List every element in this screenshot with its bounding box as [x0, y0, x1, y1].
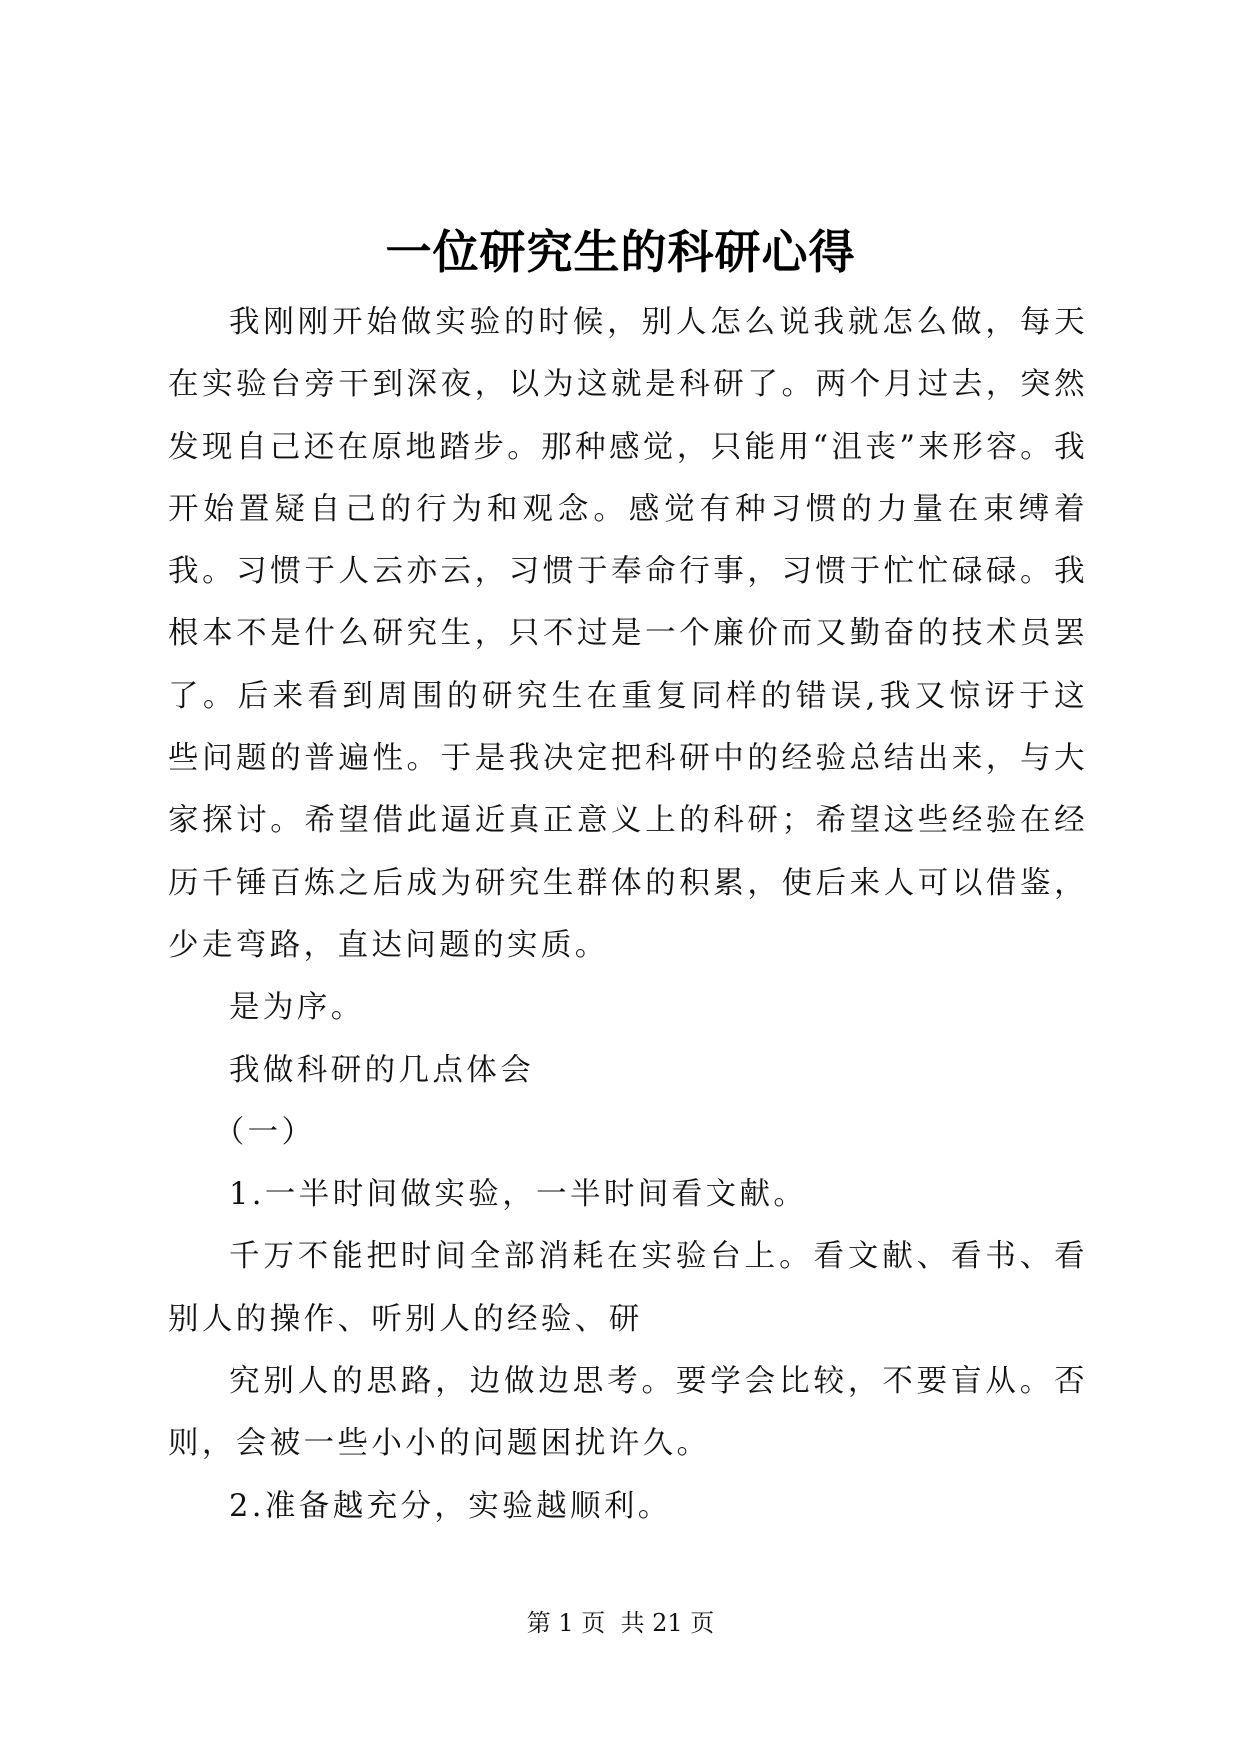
document-body	[168, 292, 1088, 1538]
point-heading-2: 2.准备越充分，实验越顺利。	[229, 1488, 672, 1524]
document-title: 一位研究生的科研心得	[385, 225, 856, 279]
section-heading: 我做科研的几点体会	[229, 1052, 535, 1088]
preface-paragraph: 我刚刚开始做实验的时候，别人怎么说我就怎么做，每天在实验台旁干到深夜，以为这就是科研了。两个月过去，突然发现自己还在原地踏步。那种感觉，只能用“沮丧”来形容。我开始置疑自己的行为和观念。感觉有种习惯的力量在束缚着我。习惯于人云亦云，习惯于奉命行事，习惯于忙忙碌碌。我根本不是什么研究生，只不过是一个廉价而又勤奋的技术员罢了。后来看到周围的研究生在重复同样的错误,我又惊讶于这些问题的普遍性。于是我决定把科研中的经验总结出来，与大家探讨。希望借此逼近真正意义上的科研；希望这些经验在经历千锤百炼之后成为研究生群体的积累，使后来人可以借鉴，少走弯路，直达问题的实质。	[168, 305, 1088, 963]
preface-closing: 是为序。	[229, 990, 365, 1026]
point-heading-1: 1.一半时间做实验，一半时间看文献。	[229, 1177, 808, 1213]
point-paragraph-1a: 千万不能把时间全部消耗在实验台上。看文献、看书、看别人的操作、听别人的经验、研	[168, 1239, 1088, 1337]
page-number-label: 第 1 页 共 21 页	[526, 1609, 715, 1637]
subsection-number: （一）	[213, 1114, 316, 1150]
point-paragraph-1b: 究别人的思路，边做边思考。要学会比较，不要盲从。否则，会被一些小小的问题困扰许久。	[168, 1364, 1088, 1462]
page-footer	[0, 1608, 1241, 1638]
